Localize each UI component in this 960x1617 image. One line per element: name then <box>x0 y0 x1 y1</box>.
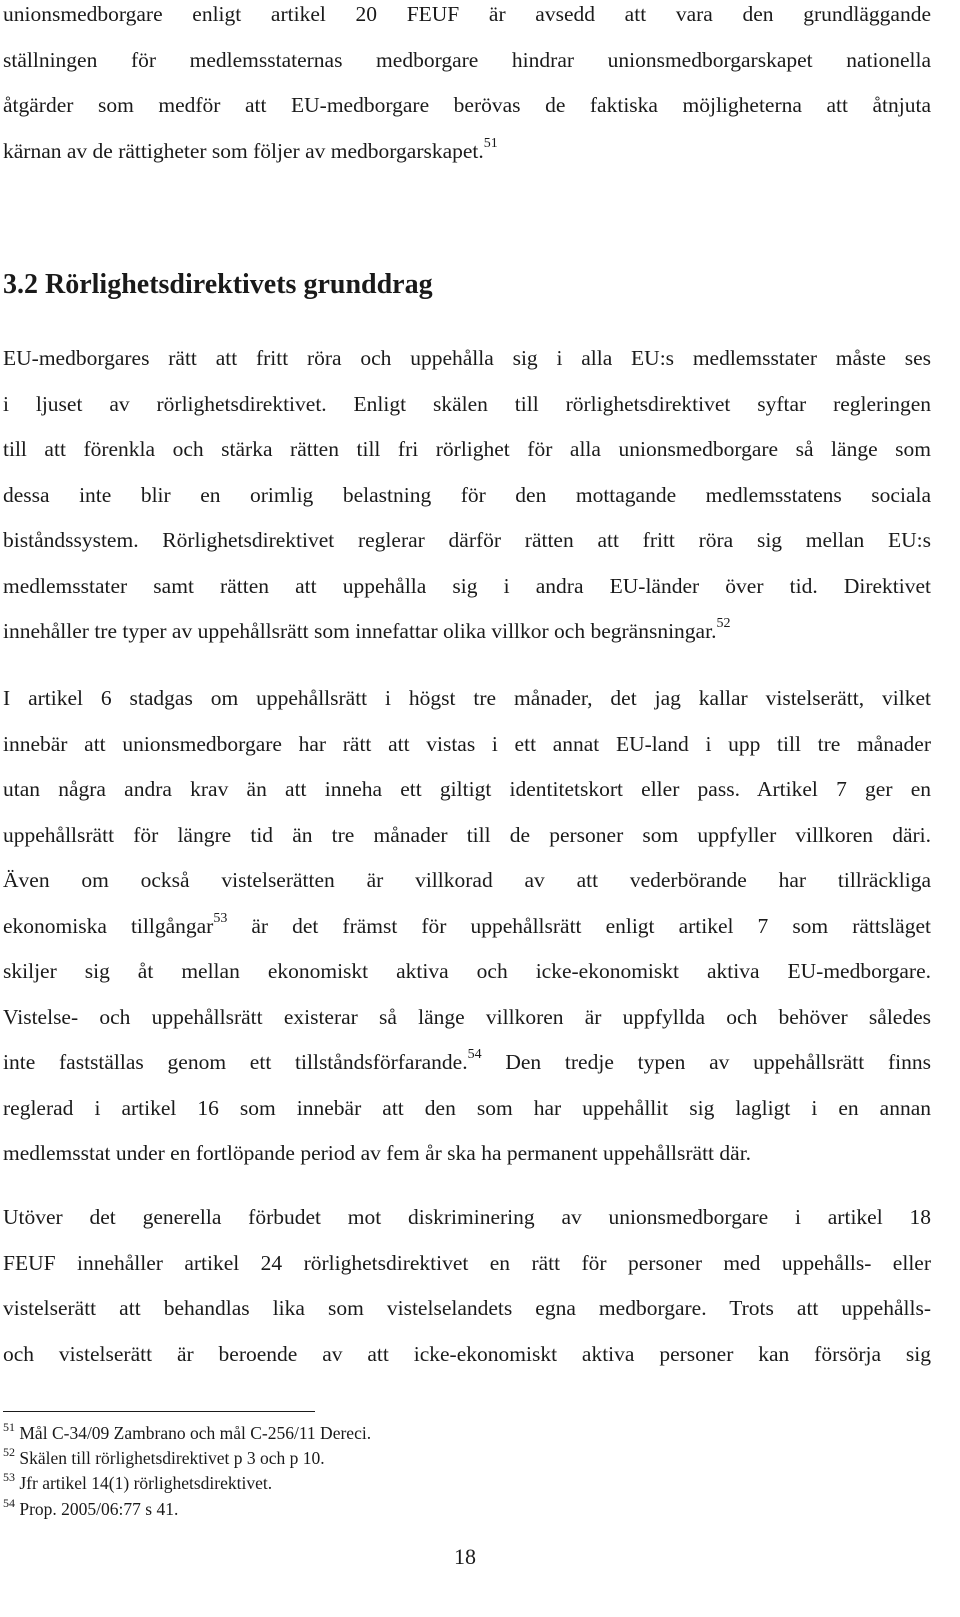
text-line: uppehållsrätt för längre tid än tre månader till de personer som uppfyller villkoren däri. <box>3 822 931 847</box>
footnote-ref-53[interactable]: 53 <box>213 910 228 926</box>
text-segment: inte fastställas genom ett tillståndsförfarande. <box>3 1050 468 1074</box>
text-line <box>3 1048 931 1094</box>
footnote-number: 53 <box>3 1470 15 1485</box>
footnote-53 <box>3 1472 933 1497</box>
footnote-ref-52[interactable]: 52 <box>716 616 731 631</box>
text-line <box>3 137 931 183</box>
text-line: reglerad i artikel 16 som innebär att den som har uppehållit sig lagligt i en annan <box>3 1095 931 1120</box>
text-line: FEUF innehåller artikel 24 rörlighetsdirektivet en rätt för personer med uppehålls- eller <box>3 1250 931 1275</box>
text-line <box>3 912 931 958</box>
text-segment: kärnan av de rättigheter som följer av medborgarskapet. <box>3 138 484 163</box>
footnote-text: Skälen till rörlighetsdirektivet p 3 och p 10. <box>15 1448 325 1469</box>
text-line: och vistelserätt är beroende av att icke-ekonomiskt aktiva personer kan försörja sig <box>3 1341 931 1366</box>
paragraph-1 <box>3 344 931 663</box>
paragraph-2 <box>3 684 931 1185</box>
text-line: dessa inte blir en orimlig belastning för den mottagande medlemsstatens sociala <box>3 482 931 507</box>
paragraph-3 <box>3 1203 931 1385</box>
text-line: vistelserätt att behandlas lika som vistelselandets egna medborgare. Trots att uppehålls- <box>3 1296 931 1320</box>
footnote-ref-54[interactable]: 54 <box>467 1047 482 1062</box>
section-heading: 3.2 Rörlighetsdirektivets grunddrag <box>3 269 433 300</box>
footnote-number: 51 <box>3 1420 15 1434</box>
footnote-number: 54 <box>3 1495 15 1510</box>
text-line: EU-medborgares rätt att fritt röra och uppehålla sig i alla EU:s medlemsstater måste ses <box>3 346 931 370</box>
footnote-separator <box>3 1411 315 1412</box>
text-segment: är det främst för uppehållsrätt enligt artikel 7 som rättsläget <box>227 913 931 938</box>
footnote-text: Prop. 2005/06:77 s 41. <box>15 1498 179 1519</box>
page-number: 18 <box>454 1544 476 1569</box>
intro-paragraph <box>3 0 931 182</box>
text-line: utan några andra krav än att inneha ett giltigt identitetskort eller pass. Artikel 7 ger en <box>3 777 931 801</box>
text-line: i ljuset av rörlighetsdirektivet. Enligt skälen till rörlighetsdirektivet syftar regleringen <box>3 391 931 416</box>
footnote-52 <box>3 1447 933 1472</box>
text-line: Vistelse- och uppehållsrätt existerar så länge villkoren är uppfyllda och behöver således <box>3 1004 931 1029</box>
text-line: innebär att unionsmedborgare har rätt att vistas i ett annat EU-land i upp till tre månader <box>3 731 931 756</box>
text-line: medlemsstat under en fortlöpande period av fem år ska ha permanent uppehållsrätt där. <box>3 1141 752 1165</box>
text-line: skiljer sig åt mellan ekonomiskt aktiva och icke-ekonomiskt aktiva EU-medborgare. <box>3 959 931 983</box>
footnote-text: Mål C-34/09 Zambrano och mål C-256/11 Dereci. <box>15 1423 372 1443</box>
text-line: Även om också vistelserätten är villkorad av att vederbörande har tillräckliga <box>3 868 931 892</box>
text-line: Utöver det generella förbudet mot diskriminering av unionsmedborgare i artikel 18 <box>3 1205 931 1229</box>
footnote-51 <box>3 1422 933 1447</box>
text-segment: Den tredje typen av uppehållsrätt finns <box>481 1050 931 1074</box>
text-line: biståndssystem. Rörlighetsdirektivet reglerar därför rätten att fritt röra sig mellan EU:s <box>3 528 931 552</box>
text-line: unionsmedborgare enligt artikel 20 FEUF är avsedd att vara den grundläggande <box>3 2 931 26</box>
text-line <box>3 617 931 663</box>
footnote-ref-51[interactable]: 51 <box>483 135 498 151</box>
footnote-number: 52 <box>3 1445 15 1460</box>
footnotes <box>3 1422 933 1523</box>
text-line: medlemsstater samt rätten att uppehålla sig i andra EU-länder över tid. Direktivet <box>3 573 931 598</box>
text-segment: ekonomiska tillgångar <box>3 913 214 938</box>
text-line: åtgärder som medför att EU-medborgare berövas de faktiska möjligheterna att åtnjuta <box>3 93 931 117</box>
text-line: till att förenkla och stärka rätten till fri rörlighet för alla unionsmedborgare så länge som <box>3 437 931 461</box>
text-line: I artikel 6 stadgas om uppehållsrätt i högst tre månader, det jag kallar vistelserätt, vilket <box>3 686 931 710</box>
text-line: ställningen för medlemsstaternas medborgare hindrar unionsmedborgarskapet nationella <box>3 47 931 72</box>
footnote-54 <box>3 1495 933 1523</box>
text-segment: innehåller tre typer av uppehållsrätt som innefattar olika villkor och begränsningar. <box>3 619 717 643</box>
footnote-text: Jfr artikel 14(1) rörlighetsdirektivet. <box>15 1473 273 1494</box>
